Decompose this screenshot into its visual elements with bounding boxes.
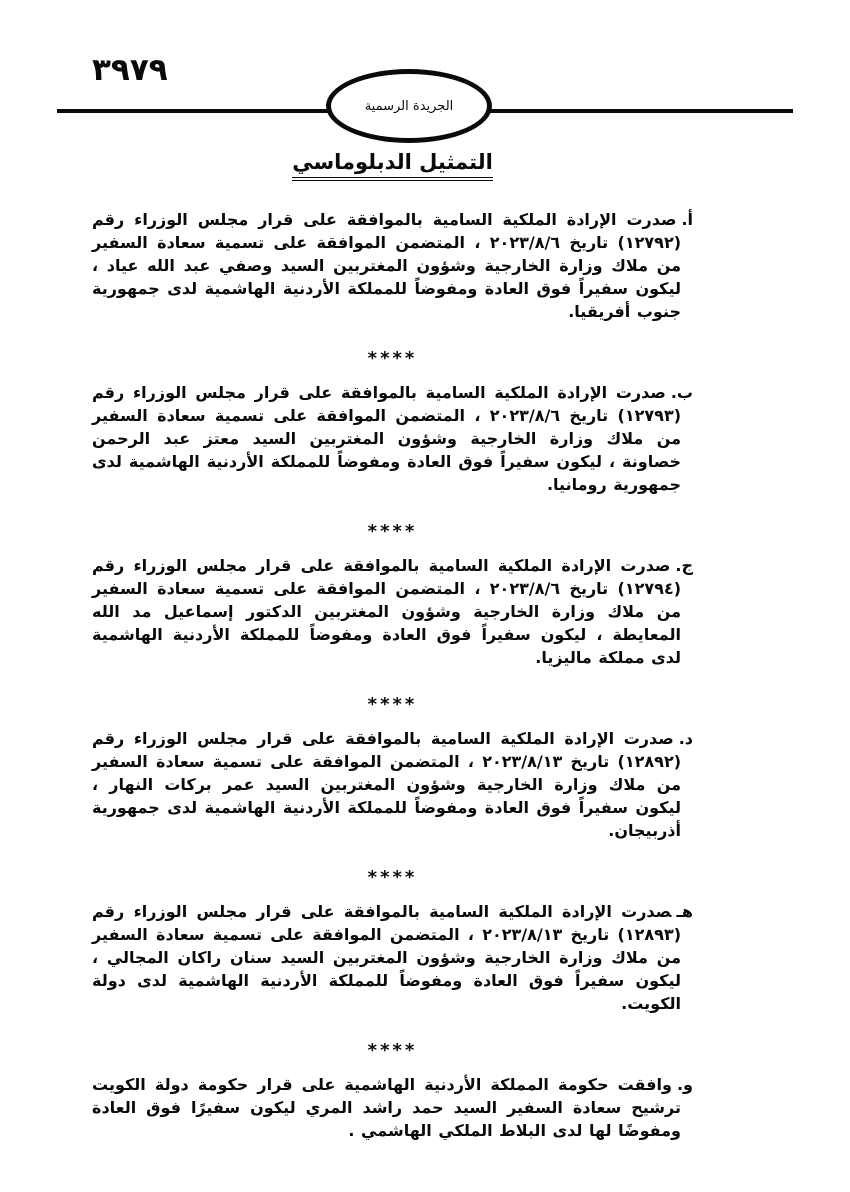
paragraph-label: و. <box>676 1075 693 1094</box>
gazette-oval-badge <box>326 69 492 143</box>
page-title: التمثيل الدبلوماسي <box>292 150 493 181</box>
title-row <box>0 150 785 181</box>
decree-paragraph-d <box>92 727 693 842</box>
gazette-badge-label: الجريدة الرسمية <box>364 98 454 114</box>
section-separator: **** <box>367 867 418 888</box>
paragraph-label: ج. <box>675 556 693 575</box>
section-separator: **** <box>367 348 418 369</box>
decree-paragraph-j <box>92 554 693 669</box>
decree-paragraph-b <box>92 381 693 496</box>
decree-paragraph-w <box>92 1073 693 1142</box>
document-body <box>92 208 693 1142</box>
decree-paragraph-a <box>92 208 693 323</box>
paragraph-text: صدرت الإرادة الملكية السامية بالموافقة على قرار مجلس الوزراء رقم (١٢٧٩٣) تاريخ ٢٠٢٣/٨/٦ ، المتضمن الموافقة على تسمية سعادة السفير من ملاك وزارة الخارجية وشؤون المغتربين السيد معتز عبد الرحمن خصاونة ، ليكون سفيراً فوق العادة ومفوضاً للمملكة الأردنية الهاشمية لدى جمهورية رومانيا. <box>92 383 682 494</box>
section-separator: **** <box>367 1040 418 1061</box>
paragraph-text: صدرت الإرادة الملكية السامية بالموافقة على قرار مجلس الوزراء رقم (١٢٧٩٤) تاريخ ٢٠٢٣/٨/٦ ، المتضمن الموافقة على تسمية سعادة السفير من ملاك وزارة الخارجية وشؤون المغتربين الدكتور إسماعيل مد الله المعايطة ، ليكون سفيراً فوق العادة ومفوضاً للمملكة الأردنية الهاشمية لدى مملكة ماليزيا. <box>92 556 682 667</box>
section-separator: **** <box>367 521 418 542</box>
section-separator: **** <box>367 694 418 715</box>
paragraph-label: د. <box>678 729 693 748</box>
paragraph-text: وافقت حكومة المملكة الأردنية الهاشمية على قرار حكومة دولة الكويت ترشيح سعادة السفير السيد حمد راشد المري ليكون سفيرًا فوق العادة ومفوضًا لها لدى البلاط الملكي الهاشمي . <box>92 1075 681 1140</box>
paragraph-label: ب. <box>670 383 693 402</box>
paragraph-label: أ. <box>681 210 693 229</box>
page-number: ٣٩٧٩ <box>92 52 168 88</box>
paragraph-text: صدرت الإرادة الملكية السامية بالموافقة على قرار مجلس الوزراء رقم (١٢٨٩٣) تاريخ ٢٠٢٣/٨/١٣ ، المتضمن الموافقة على تسمية سعادة السفير من ملاك وزارة الخارجية وشؤون المغتربين السيد سنان راكان المجالي ، ليكون سفيراً فوق العادة ومفوضاً للمملكة الأردنية الهاشمية لدى دولة الكويت. <box>92 902 682 1013</box>
paragraph-text: صدرت الإرادة الملكية السامية بالموافقة على قرار مجلس الوزراء رقم (١٢٧٩٢) تاريخ ٢٠٢٣/٨/٦ ، المتضمن الموافقة على تسمية سعادة السفير من ملاك وزارة الخارجية وشؤون المغتربين السيد وصفي عبد الله عياد ، ليكون سفيراً فوق العادة ومفوضاً للمملكة الأردنية الهاشمية لدى جمهورية جنوب أفريقيا. <box>92 210 682 321</box>
paragraph-text: صدرت الإرادة الملكية السامية بالموافقة على قرار مجلس الوزراء رقم (١٢٨٩٢) تاريخ ٢٠٢٣/٨/١٣ ، المتضمن الموافقة على تسمية سعادة السفير من ملاك وزارة الخارجية وشؤون المغتربين السيد عمر بركات النهار ، ليكون سفيراً فوق العادة ومفوضاً للمملكة الأردنية الهاشمية لدى جمهورية أذربيجان. <box>92 729 682 840</box>
decree-paragraph-h <box>92 900 693 1015</box>
paragraph-label: هـ <box>676 902 693 921</box>
